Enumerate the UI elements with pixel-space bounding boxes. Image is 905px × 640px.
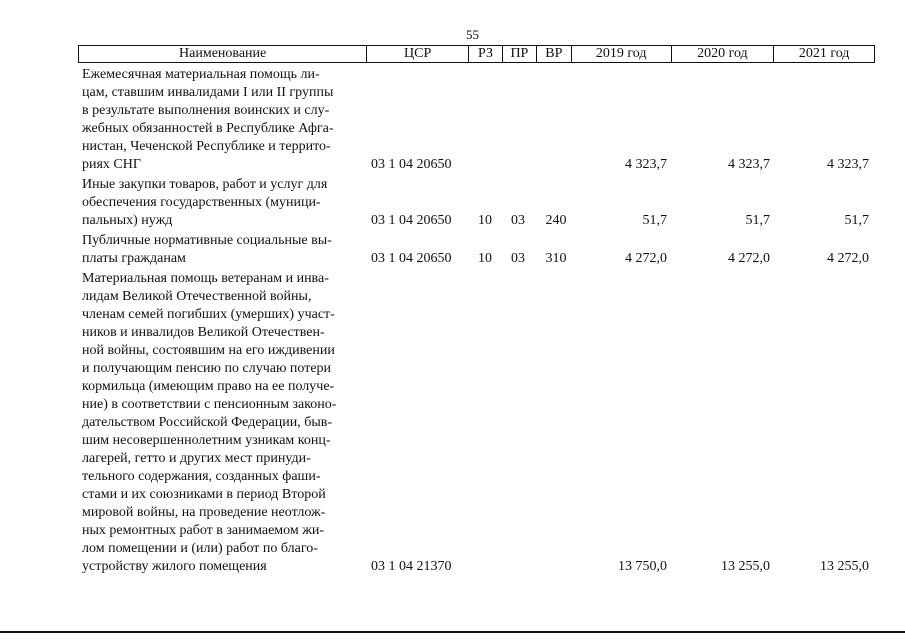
- row-csr: 03 1 04 20650: [371, 213, 452, 228]
- table-body: [78, 66, 875, 576]
- row-value-2020: 4 272,0: [728, 251, 770, 266]
- header-csr: ЦСР: [367, 46, 469, 62]
- table-row: [78, 66, 875, 174]
- table-row: [78, 176, 875, 230]
- row-pr: 03: [511, 251, 525, 266]
- row-value-2021: 4 272,0: [827, 251, 869, 266]
- row-name: Материальная помощь ветеранам и инва- лидам Великой Отечественной войны, членам семей погибших (умерших) участ- ников и инвалидов Великой Отечествен- ной войны, состоявшим на его иждивении и получающим пенсию по случаю потери кормильца (имеющим право на ее получе- ние) в соответствии с пенсионным законо- дательством Российской Федерации, быв- шим несовершеннолетним узникам конц- лагерей, гетто и других мест принуди- тельного содержания, созданных фаши- стами и их союзниками в период Второй мировой войны, на проведение неотлож- ных ремонтных работ в занимаемом жи- лом помещении и (или) работ по благо- устройству жилого помещения: [82, 271, 337, 574]
- row-pr: 03: [511, 213, 525, 228]
- row-value-2019: 4 323,7: [625, 157, 667, 172]
- table-row: [78, 270, 875, 576]
- header-rz: РЗ: [469, 46, 503, 62]
- row-value-2020: 51,7: [745, 213, 770, 228]
- table-row: [78, 232, 875, 268]
- page-bottom-border: [0, 631, 905, 633]
- header-2020: 2020 год: [672, 46, 775, 62]
- header-vr: ВР: [537, 46, 572, 62]
- row-rz: 10: [478, 213, 492, 228]
- row-name: Ежемесячная материальная помощь ли- цам, ставшим инвалидами I или II группы в результате выполнения воинских и слу- жебных обязанностей в Республике Афга- нистан, Чеченской Республике и террито- риях СНГ: [82, 67, 334, 172]
- row-value-2020: 4 323,7: [728, 157, 770, 172]
- row-name: Публичные нормативные социальные вы- платы гражданам: [82, 233, 332, 266]
- header-2019: 2019 год: [572, 46, 672, 62]
- row-csr: 03 1 04 20650: [371, 251, 452, 266]
- row-rz: 10: [478, 251, 492, 266]
- header-2021: 2021 год: [798, 46, 850, 61]
- row-value-2019: 4 272,0: [625, 251, 667, 266]
- row-value-2021: 51,7: [844, 213, 869, 228]
- table-header: [78, 45, 875, 63]
- row-csr: 03 1 04 21370: [371, 559, 452, 574]
- row-value-2021: 4 323,7: [827, 157, 869, 172]
- row-value-2021: 13 255,0: [820, 559, 869, 574]
- row-csr: 03 1 04 20650: [371, 157, 452, 172]
- row-vr: 310: [545, 251, 567, 266]
- row-value-2020: 13 255,0: [721, 559, 770, 574]
- row-value-2019: 13 750,0: [618, 559, 667, 574]
- row-vr: 240: [545, 213, 567, 228]
- row-value-2019: 51,7: [642, 213, 667, 228]
- header-name: Наименование: [79, 46, 367, 62]
- row-name: Иные закупки товаров, работ и услуг для обеспечения государственных (муници- пальных) нужд: [82, 177, 328, 228]
- page-number: 55: [466, 27, 479, 42]
- header-pr: ПР: [503, 46, 537, 62]
